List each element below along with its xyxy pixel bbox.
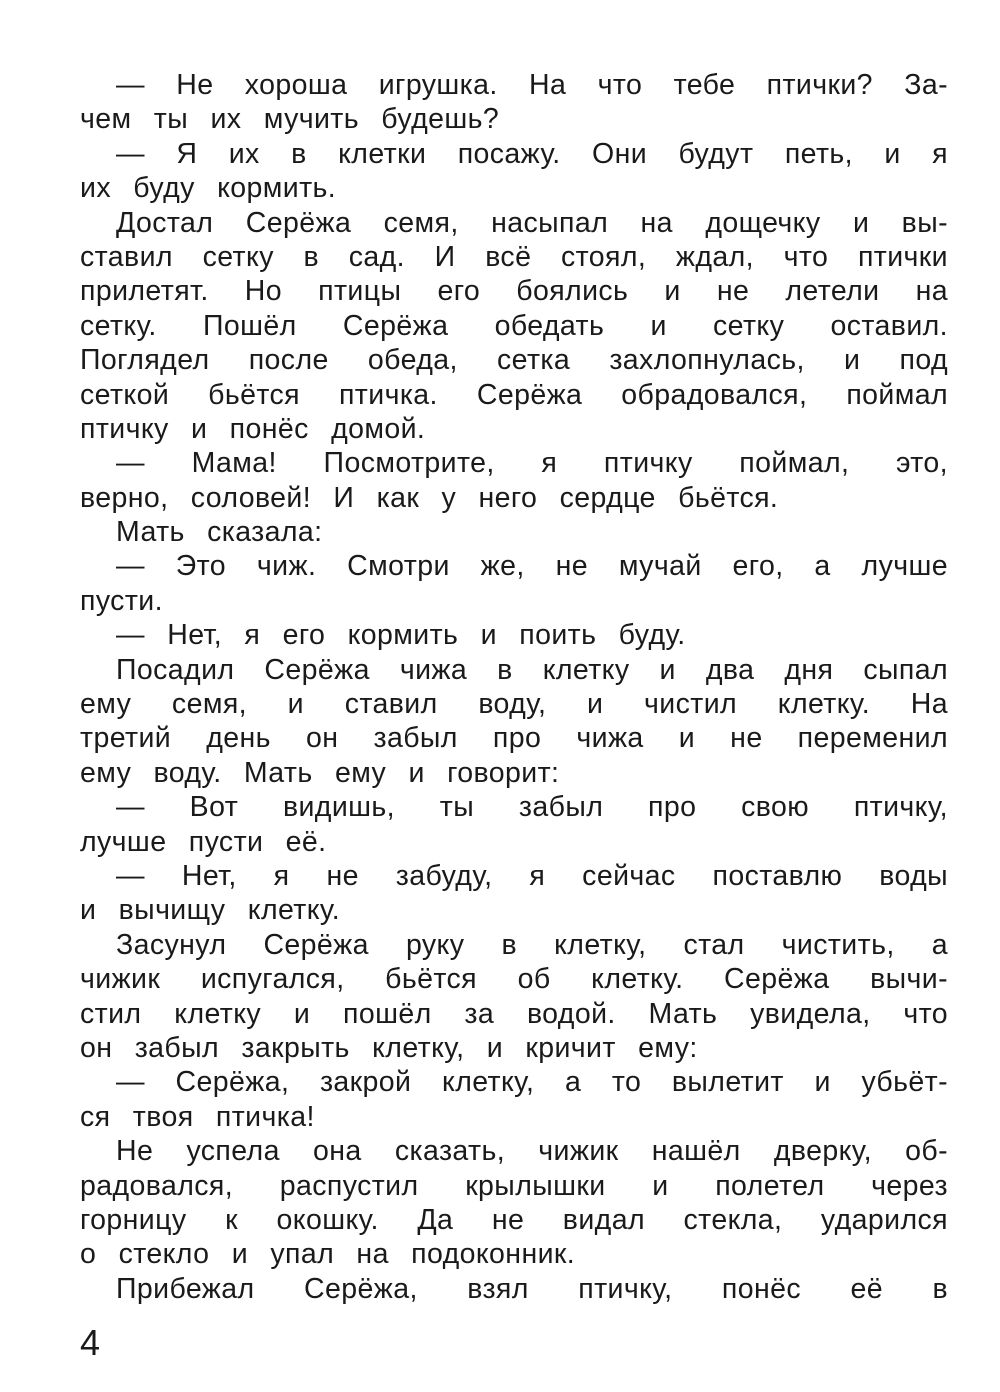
text-line: — Мама! Посмотрите, я птичку поймал, это, (116, 447, 948, 480)
text-line: верно, соловей! И как у него сердце бьётся. (80, 481, 779, 514)
text-line: ся твоя птичка! (80, 1100, 315, 1133)
text-line: — Не хороша игрушка. На что тебе птички? За- (116, 69, 948, 101)
text-line: — Это чиж. Смотри же, не мучай его, а лучше (116, 550, 948, 583)
text-line: стил клетку и пошёл за водой. Мать увидела, что (80, 997, 948, 1030)
text-line: их буду кормить. (80, 172, 337, 205)
text-line: он забыл закрыть клетку, и кричит ему: (80, 1031, 698, 1064)
text-line: — Вот видишь, ты забыл про свою птичку, (116, 791, 948, 824)
story-text (80, 68, 948, 1306)
text-line: чем ты их мучить будешь? (80, 103, 500, 136)
text-line: Поглядел после обеда, сетка захлопнулась, и под (80, 344, 948, 377)
text-line: о стекло и упал на подоконник. (80, 1238, 576, 1271)
text-line: третий день он забыл про чижа и не переменил (80, 722, 948, 755)
text-line: горницу к окошку. Да не видал стекла, ударился (80, 1203, 948, 1236)
text-line: — Нет, я не забуду, я сейчас поставлю воды (116, 859, 948, 892)
text-line: — Нет, я его кормить и поить буду. (116, 619, 686, 652)
text-line: — Я их в клетки посажу. Они будут петь, и я (116, 137, 948, 170)
text-line: — Серёжа, закрой клетку, а то вылетит и убьёт- (116, 1066, 948, 1099)
text-line: Не успела она сказать, чижик нашёл дверку, об- (116, 1135, 948, 1168)
text-line: Прибежал Серёжа, взял птичку, понёс её в (116, 1272, 948, 1305)
text-line: Засунул Серёжа руку в клетку, стал чистить, а (116, 928, 948, 961)
text-line: пусти. (80, 584, 163, 617)
text-line: Мать сказала: (116, 516, 323, 549)
text-line: птичку и понёс домой. (80, 412, 426, 445)
page-number: 4 (80, 1322, 101, 1363)
text-line: ему воду. Мать ему и говорит: (80, 756, 560, 789)
text-line: Достал Серёжа семя, насыпал на дощечку и вы- (116, 206, 948, 239)
text-line: прилетят. Но птицы его боялись и не летели на (80, 275, 948, 308)
text-line: сеткой бьётся птичка. Серёжа обрадовался, поймал (80, 378, 948, 411)
text-line: чижик испугался, бьётся об клетку. Серёжа вычи- (80, 963, 948, 996)
text-line: ему семя, и ставил воду, и чистил клетку. На (80, 688, 948, 721)
text-line: сетку. Пошёл Серёжа обедать и сетку оставил. (80, 309, 948, 342)
text-line: радовался, распустил крылышки и полетел через (80, 1169, 948, 1202)
text-line: лучше пусти её. (80, 825, 327, 858)
text-line: и вычищу клетку. (80, 894, 341, 927)
text-line: ставил сетку в сад. И всё стоял, ждал, что птички (80, 240, 948, 273)
text-line: Посадил Серёжа чижа в клетку и два дня сыпал (116, 653, 948, 686)
